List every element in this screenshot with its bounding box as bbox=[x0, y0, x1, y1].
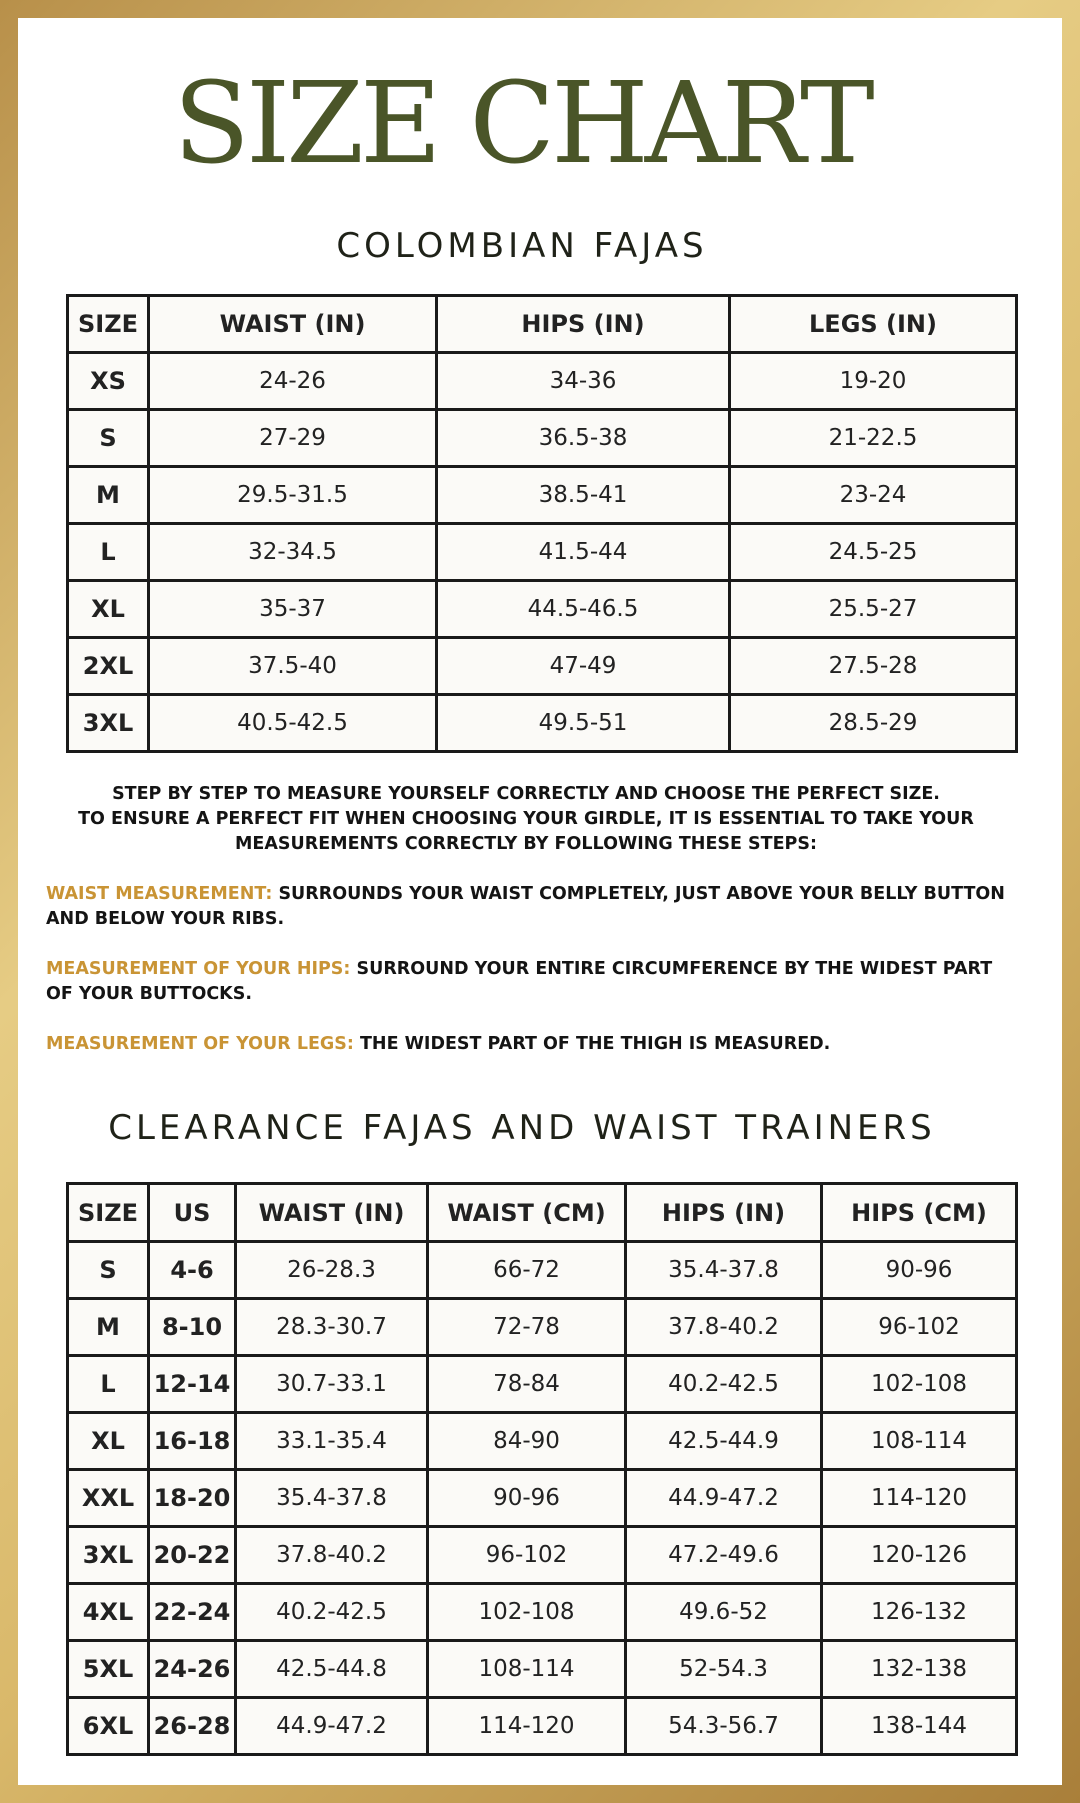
table-row bbox=[68, 581, 1017, 638]
hips-cm-cell: 132-138 bbox=[822, 1641, 1017, 1698]
intro-line-1: STEP BY STEP TO MEASURE YOURSELF CORRECTLY AND CHOOSE THE PERFECT SIZE. bbox=[112, 784, 940, 804]
us-cell: 20-22 bbox=[149, 1527, 236, 1584]
header-hips-in: HIPS (IN) bbox=[437, 296, 730, 353]
hips-cell: 38.5-41 bbox=[437, 467, 730, 524]
hips-in-cell: 49.6-52 bbox=[626, 1584, 822, 1641]
legs-cell: 21-22.5 bbox=[730, 410, 1017, 467]
waist-in-cell: 40.2-42.5 bbox=[236, 1584, 428, 1641]
size-cell: 5XL bbox=[68, 1641, 149, 1698]
us-cell: 24-26 bbox=[149, 1641, 236, 1698]
hips-cell: 34-36 bbox=[437, 353, 730, 410]
waist-in-cell: 35.4-37.8 bbox=[236, 1470, 428, 1527]
instructions-intro bbox=[46, 782, 1006, 857]
waist-instruction-text: SURROUNDS YOUR WAIST COMPLETELY, JUST ABOVE YOUR BELLY BUTTON AND BELOW YOUR RIBS. bbox=[46, 884, 1005, 929]
waist-instruction bbox=[46, 882, 1006, 932]
colombian-fajas-table bbox=[66, 294, 1018, 753]
table-row bbox=[68, 1413, 1017, 1470]
clearance-table bbox=[66, 1182, 1018, 1756]
hips-cm-cell: 90-96 bbox=[822, 1242, 1017, 1299]
hips-in-cell: 42.5-44.9 bbox=[626, 1413, 822, 1470]
table-header-row bbox=[68, 1184, 1017, 1242]
page-title: SIZE CHART bbox=[173, 59, 871, 189]
waist-cell: 24-26 bbox=[149, 353, 437, 410]
us-cell: 18-20 bbox=[149, 1470, 236, 1527]
header-waist-in: WAIST (IN) bbox=[236, 1184, 428, 1242]
waist-cell: 29.5-31.5 bbox=[149, 467, 437, 524]
waist-cm-cell: 78-84 bbox=[428, 1356, 626, 1413]
hips-cell: 36.5-38 bbox=[437, 410, 730, 467]
waist-cm-cell: 102-108 bbox=[428, 1584, 626, 1641]
hips-in-cell: 37.8-40.2 bbox=[626, 1299, 822, 1356]
waist-in-cell: 30.7-33.1 bbox=[236, 1356, 428, 1413]
intro-line-2: TO ENSURE A PERFECT FIT WHEN CHOOSING YOUR GIRDLE, IT IS ESSENTIAL TO TAKE YOUR MEASUREMENTS CORRECTLY BY FOLLOWING THESE STEPS: bbox=[78, 809, 974, 854]
header-waist-in: WAIST (IN) bbox=[149, 296, 437, 353]
legs-instruction-label: MEASUREMENT OF YOUR LEGS: bbox=[46, 1034, 354, 1054]
hips-cm-cell: 138-144 bbox=[822, 1698, 1017, 1755]
table-row bbox=[68, 353, 1017, 410]
waist-cm-cell: 90-96 bbox=[428, 1470, 626, 1527]
size-cell: 2XL bbox=[68, 638, 149, 695]
waist-in-cell: 33.1-35.4 bbox=[236, 1413, 428, 1470]
waist-in-cell: 42.5-44.8 bbox=[236, 1641, 428, 1698]
hips-cell: 41.5-44 bbox=[437, 524, 730, 581]
header-size: SIZE bbox=[68, 296, 149, 353]
hips-cm-cell: 108-114 bbox=[822, 1413, 1017, 1470]
waist-cm-cell: 72-78 bbox=[428, 1299, 626, 1356]
table-row bbox=[68, 1698, 1017, 1755]
table-row bbox=[68, 638, 1017, 695]
size-cell: XXL bbox=[68, 1470, 149, 1527]
legs-cell: 25.5-27 bbox=[730, 581, 1017, 638]
size-cell: 6XL bbox=[68, 1698, 149, 1755]
size-cell: M bbox=[68, 1299, 149, 1356]
header-legs-in: LEGS (IN) bbox=[730, 296, 1017, 353]
hips-cell: 47-49 bbox=[437, 638, 730, 695]
legs-cell: 23-24 bbox=[730, 467, 1017, 524]
waist-cm-cell: 84-90 bbox=[428, 1413, 626, 1470]
table-row bbox=[68, 1584, 1017, 1641]
table-row bbox=[68, 1242, 1017, 1299]
hips-cell: 44.5-46.5 bbox=[437, 581, 730, 638]
size-cell: 4XL bbox=[68, 1584, 149, 1641]
waist-cm-cell: 96-102 bbox=[428, 1527, 626, 1584]
hips-in-cell: 40.2-42.5 bbox=[626, 1356, 822, 1413]
hips-instruction bbox=[46, 957, 1006, 1007]
hips-instruction-text: SURROUND YOUR ENTIRE CIRCUMFERENCE BY THE WIDEST PART OF YOUR BUTTOCKS. bbox=[46, 959, 993, 1004]
size-cell: 3XL bbox=[68, 1527, 149, 1584]
hips-cm-cell: 96-102 bbox=[822, 1299, 1017, 1356]
waist-in-cell: 26-28.3 bbox=[236, 1242, 428, 1299]
size-cell: 3XL bbox=[68, 695, 149, 752]
legs-instruction-text: THE WIDEST PART OF THE THIGH IS MEASURED. bbox=[353, 1034, 831, 1054]
hips-in-cell: 44.9-47.2 bbox=[626, 1470, 822, 1527]
us-cell: 8-10 bbox=[149, 1299, 236, 1356]
header-us: US bbox=[149, 1184, 236, 1242]
hips-in-cell: 35.4-37.8 bbox=[626, 1242, 822, 1299]
table-row bbox=[68, 1470, 1017, 1527]
us-cell: 22-24 bbox=[149, 1584, 236, 1641]
table-header-row bbox=[68, 296, 1017, 353]
legs-cell: 19-20 bbox=[730, 353, 1017, 410]
waist-instruction-label: WAIST MEASUREMENT: bbox=[46, 884, 273, 904]
us-cell: 26-28 bbox=[149, 1698, 236, 1755]
hips-cm-cell: 126-132 bbox=[822, 1584, 1017, 1641]
table-row bbox=[68, 695, 1017, 752]
table-row bbox=[68, 1641, 1017, 1698]
colombian-fajas-heading: COLOMBIAN FAJAS bbox=[336, 226, 708, 266]
waist-cell: 35-37 bbox=[149, 581, 437, 638]
size-cell: S bbox=[68, 410, 149, 467]
hips-in-cell: 47.2-49.6 bbox=[626, 1527, 822, 1584]
header-hips-in: HIPS (IN) bbox=[626, 1184, 822, 1242]
table-row bbox=[68, 410, 1017, 467]
size-cell: M bbox=[68, 467, 149, 524]
size-cell: S bbox=[68, 1242, 149, 1299]
size-cell: XL bbox=[68, 581, 149, 638]
legs-cell: 24.5-25 bbox=[730, 524, 1017, 581]
waist-cm-cell: 114-120 bbox=[428, 1698, 626, 1755]
hips-instruction-label: MEASUREMENT OF YOUR HIPS: bbox=[46, 959, 351, 979]
hips-cm-cell: 114-120 bbox=[822, 1470, 1017, 1527]
table-row bbox=[68, 524, 1017, 581]
waist-cell: 40.5-42.5 bbox=[149, 695, 437, 752]
clearance-heading: CLEARANCE FAJAS AND WAIST TRAINERS bbox=[108, 1108, 936, 1148]
size-cell: L bbox=[68, 524, 149, 581]
table-row bbox=[68, 1527, 1017, 1584]
size-cell: XS bbox=[68, 353, 149, 410]
us-cell: 12-14 bbox=[149, 1356, 236, 1413]
hips-cm-cell: 120-126 bbox=[822, 1527, 1017, 1584]
waist-in-cell: 44.9-47.2 bbox=[236, 1698, 428, 1755]
waist-in-cell: 28.3-30.7 bbox=[236, 1299, 428, 1356]
waist-cell: 27-29 bbox=[149, 410, 437, 467]
hips-in-cell: 52-54.3 bbox=[626, 1641, 822, 1698]
table-row bbox=[68, 1356, 1017, 1413]
header-hips-cm: HIPS (CM) bbox=[822, 1184, 1017, 1242]
legs-cell: 28.5-29 bbox=[730, 695, 1017, 752]
waist-cell: 32-34.5 bbox=[149, 524, 437, 581]
legs-instruction bbox=[46, 1032, 1006, 1057]
us-cell: 4-6 bbox=[149, 1242, 236, 1299]
hips-cell: 49.5-51 bbox=[437, 695, 730, 752]
table-row bbox=[68, 1299, 1017, 1356]
size-cell: XL bbox=[68, 1413, 149, 1470]
waist-cm-cell: 108-114 bbox=[428, 1641, 626, 1698]
table-row bbox=[68, 467, 1017, 524]
waist-cell: 37.5-40 bbox=[149, 638, 437, 695]
size-cell: L bbox=[68, 1356, 149, 1413]
hips-in-cell: 54.3-56.7 bbox=[626, 1698, 822, 1755]
waist-cm-cell: 66-72 bbox=[428, 1242, 626, 1299]
hips-cm-cell: 102-108 bbox=[822, 1356, 1017, 1413]
legs-cell: 27.5-28 bbox=[730, 638, 1017, 695]
header-waist-cm: WAIST (CM) bbox=[428, 1184, 626, 1242]
header-size: SIZE bbox=[68, 1184, 149, 1242]
us-cell: 16-18 bbox=[149, 1413, 236, 1470]
waist-in-cell: 37.8-40.2 bbox=[236, 1527, 428, 1584]
